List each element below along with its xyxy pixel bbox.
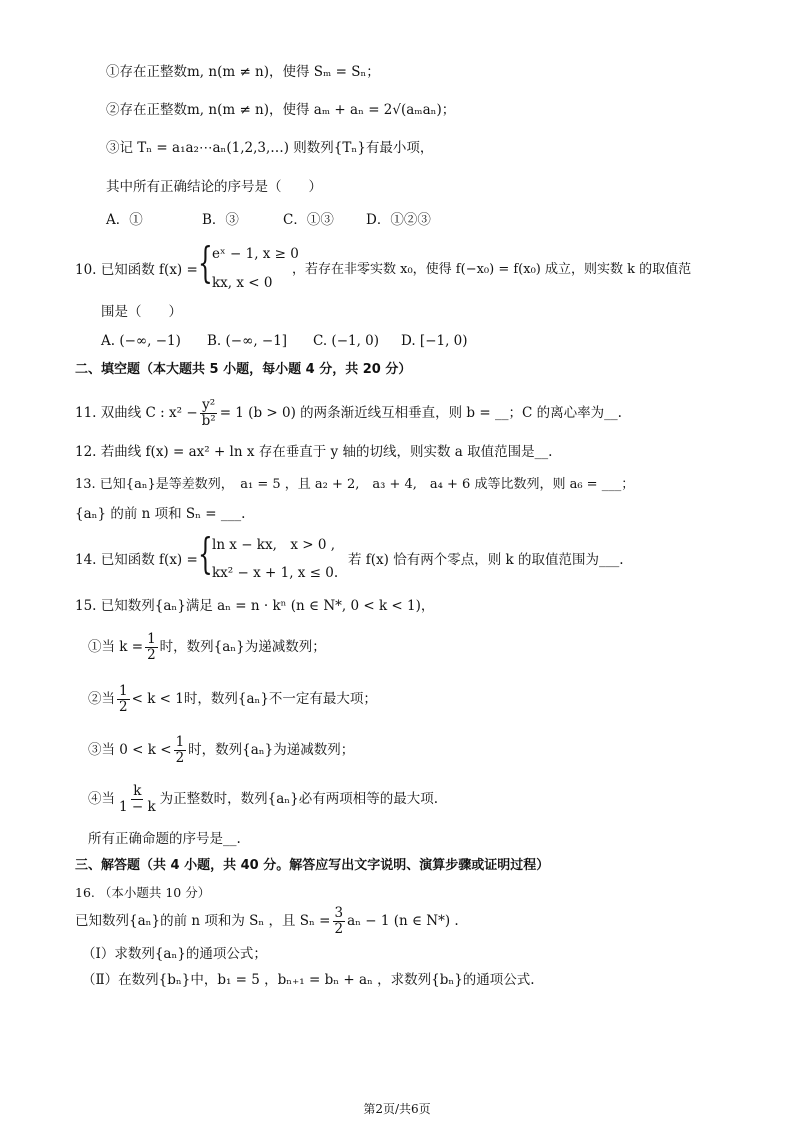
q10-case-1: eˣ − 1, x ≥ 0 xyxy=(212,246,299,262)
q10-lead: 10. 已知函数 f(x) = xyxy=(75,262,198,278)
q9-choice-b: B．③ xyxy=(202,212,239,228)
q14-case-2: kx² − x + 1, x ≤ 0. xyxy=(212,565,339,581)
q10-choice-b: B. (−∞, −1] xyxy=(207,333,288,349)
q15-s4-b: 为正整数时，数列{aₙ}必有两项相等的最大项. xyxy=(159,791,439,808)
q15-s2-a: ②当 xyxy=(88,691,115,708)
q16-lead: 已知数列{aₙ}的前 n 项和为 Sₙ ，且 Sₙ = xyxy=(75,913,331,930)
q15-s3-fraction xyxy=(174,735,187,766)
q16-frac-den: 2 xyxy=(334,920,344,937)
q15-statement-3 xyxy=(88,735,354,766)
q9-choice-c: C．①③ xyxy=(283,212,334,228)
q9-prompt: 其中所有正确结论的序号是（ ） xyxy=(106,179,322,195)
q9-statement-1: ①存在正整数m, n(m ≠ n)，使得 Sₘ = Sₙ； xyxy=(106,64,380,80)
q9-statement-2: ②存在正整数m, n(m ≠ n)，使得 aₘ + aₙ = 2√(aₘaₙ)； xyxy=(106,102,456,118)
q14-brace: { xyxy=(198,529,213,578)
q15-statement-1 xyxy=(88,632,326,663)
q15-s3-num: 1 xyxy=(175,734,185,750)
q11-frac-num: y² xyxy=(202,397,216,413)
q16-fraction xyxy=(333,906,346,937)
q14-lead: 14. 已知函数 f(x) = xyxy=(75,552,198,568)
q9-choice-a: A．① xyxy=(106,212,143,228)
q11-line xyxy=(75,398,622,429)
q9-choice-d: D．①②③ xyxy=(366,212,431,228)
q11-fraction xyxy=(200,398,218,429)
q15-s4-a: ④当 xyxy=(88,791,115,808)
q15-s4-fraction xyxy=(117,784,158,815)
q10-choice-d: D. [−1, 0) xyxy=(401,333,468,349)
q15-s2-num: 1 xyxy=(119,683,128,699)
section-2-heading: 二、填空题（本大题共 5 小题，每小题 4 分，共 20 分） xyxy=(75,362,412,377)
q9-statement-3: ③记 Tₙ = a₁a₂⋯aₙ(1,2,3,…) 则数列{Tₙ}有最小项， xyxy=(106,140,434,156)
section-3-heading: 三、解答题（共 4 小题，共 40 分。解答应写出文字说明、演算步骤或证明过程） xyxy=(75,858,550,873)
q11-tail: = 1 (b > 0) 的两条渐近线互相垂直，则 b = __；C 的离心率为__. xyxy=(219,405,622,422)
q10-choice-c: C. (−1, 0) xyxy=(313,333,380,349)
q11-lead: 11. 双曲线 C : x² − xyxy=(75,405,198,422)
q14-case-1: ln x − kx, x > 0 , xyxy=(212,537,336,553)
q15-s1-num: 1 xyxy=(147,631,156,647)
q15-s3-den: 2 xyxy=(175,749,185,766)
q13-line-1: 13. 已知{aₙ}是等差数列， a₁ = 5 ，且 a₂ + 2, a₃ + 4, a₄ + 6 成等比数列，则 a₆ = ___； xyxy=(75,477,635,492)
q16-head: 16. （本小题共 10 分） xyxy=(75,885,211,900)
q10-tail: ，若存在非零实数 x₀，使得 f(−x₀) = f(x₀) 成立，则实数 k 的取值范 xyxy=(292,262,692,277)
q10-brace: { xyxy=(198,238,213,287)
q10-line-2: 围是（ ） xyxy=(101,304,182,320)
q15-statement-2 xyxy=(88,684,377,715)
q15-s2-den: 2 xyxy=(119,698,128,715)
q15-s3-b: 时，数列{aₙ}为递减数列； xyxy=(188,742,355,759)
q13-line-2: {aₙ} 的前 n 项和 Sₙ = ___. xyxy=(75,506,246,522)
q15-s1-b: 时，数列{aₙ}为递减数列； xyxy=(159,639,326,656)
q16-statement xyxy=(75,906,459,937)
q15-s2-fraction xyxy=(117,684,130,715)
q16-tail: aₙ − 1 (n ∈ N*) . xyxy=(347,913,459,930)
q11-frac-den: b² xyxy=(201,412,216,429)
q16-part-1: （Ⅰ）求数列{aₙ}的通项公式； xyxy=(82,946,267,962)
q12: 12. 若曲线 f(x) = ax² + ln x 存在垂直于 y 轴的切线，则实数 a 取值范围是__. xyxy=(75,444,553,460)
q10-choice-a: A. (−∞, −1) xyxy=(101,333,181,349)
q15-statement-4 xyxy=(88,784,438,815)
q14-tail: 若 f(x) 恰有两个零点，则 k 的取值范围为___. xyxy=(348,552,624,568)
q15-s4-den: 1 − k xyxy=(119,798,156,815)
q15-s3-a: ③当 0 < k < xyxy=(88,742,172,759)
q15-s1-a: ①当 k = xyxy=(88,639,144,656)
q15-s2-b: < k < 1时，数列{aₙ}不一定有最大项； xyxy=(131,691,377,708)
q16-part-2: （Ⅱ）在数列{bₙ}中，b₁ = 5 ，bₙ₊₁ = bₙ + aₙ ，求数列{bₙ}的通项公式. xyxy=(82,972,535,988)
q15-s1-den: 2 xyxy=(147,646,156,663)
q15-prompt: 所有正确命题的序号是__. xyxy=(88,831,241,847)
q10-case-2: kx, x < 0 xyxy=(212,275,273,291)
q15-s1-fraction xyxy=(145,632,158,663)
page-footer: 第2页/共6页 xyxy=(363,1102,431,1116)
q15-lead: 15. 已知数列{aₙ}满足 aₙ = n · kⁿ (n ∈ N*, 0 < k < 1)， xyxy=(75,598,435,614)
q16-frac-num: 3 xyxy=(334,905,344,921)
q15-s4-num: k xyxy=(133,783,142,799)
